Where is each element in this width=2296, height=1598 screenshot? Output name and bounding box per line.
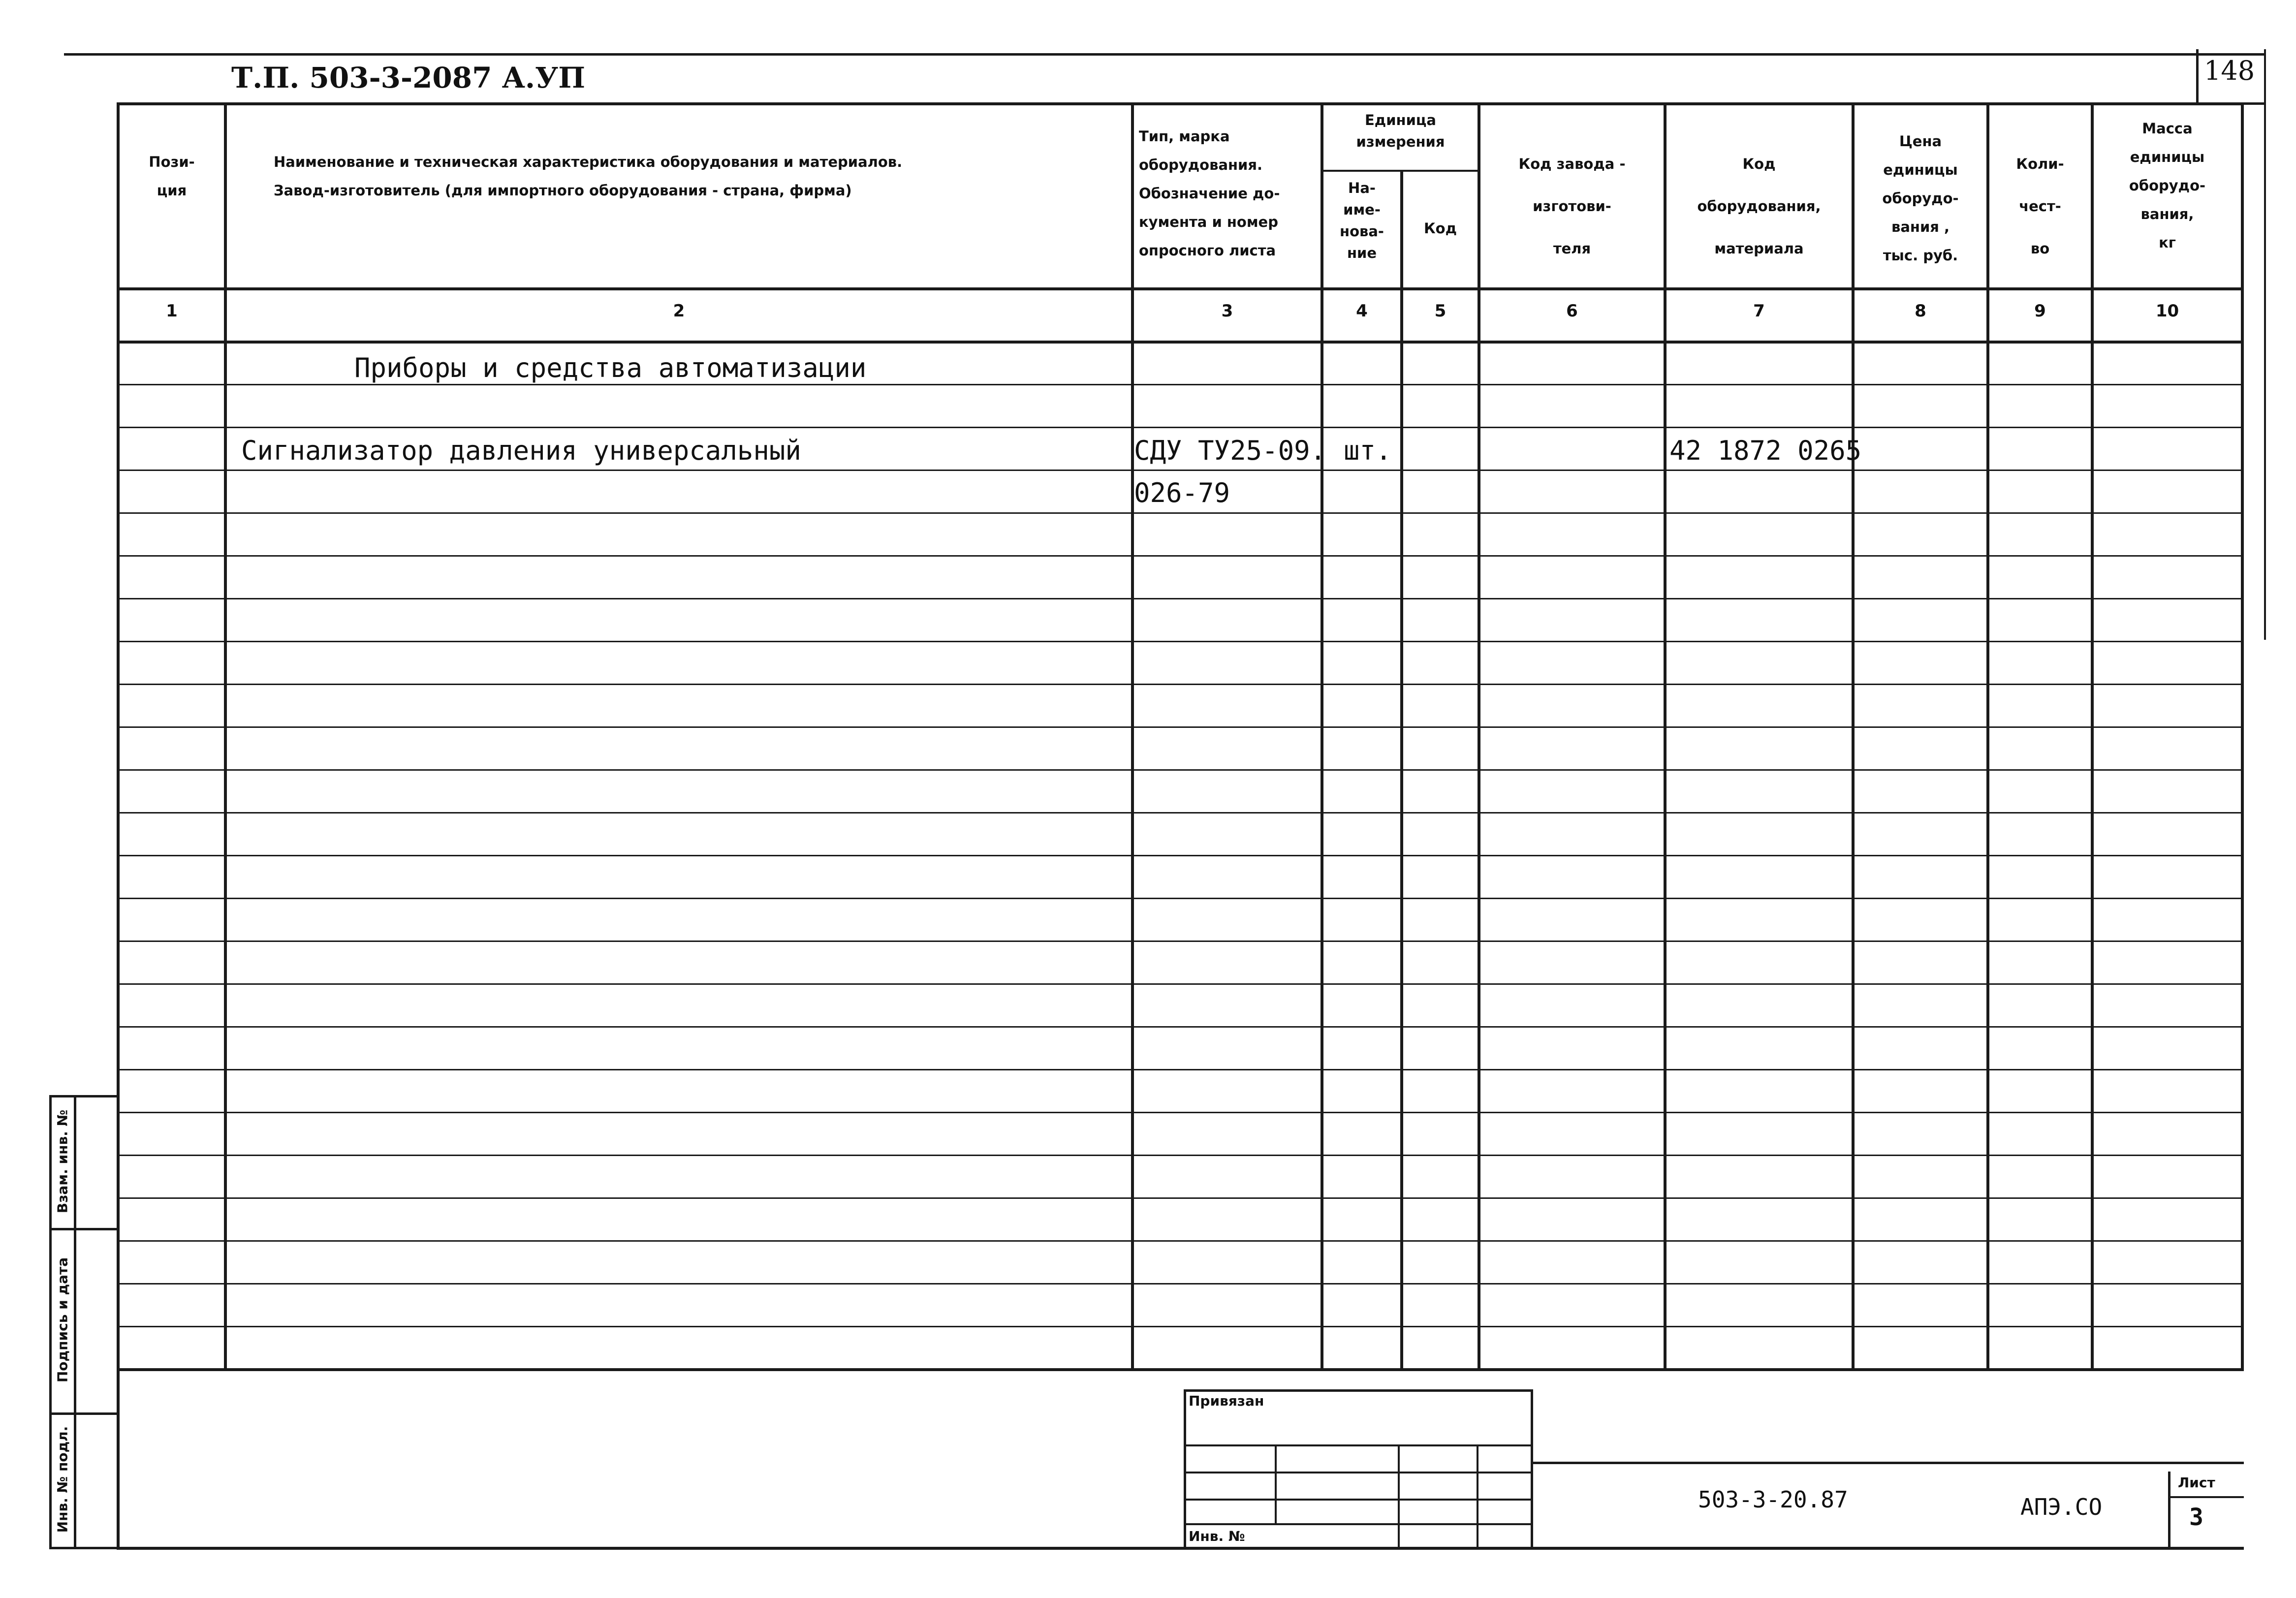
top-rule <box>64 53 2264 56</box>
row-separator <box>117 1112 2244 1113</box>
row-separator <box>117 512 2244 514</box>
col-header-7: Код оборудования, материала <box>1697 156 1821 257</box>
row-separator <box>117 1283 2244 1285</box>
col-num-4: 4 <box>1356 301 1368 321</box>
row-separator <box>117 470 2244 471</box>
item-code: 42 1872 0265 <box>1669 435 1862 466</box>
stamp-podpis: Подпись и дата <box>54 1257 71 1383</box>
col-header-5: Код <box>1423 220 1457 237</box>
privyazan-row-2 <box>1184 1472 1533 1473</box>
frame-bottom <box>117 1547 2244 1550</box>
col-line-7 <box>1852 102 1855 1371</box>
col-header-4: На- име- нова- ние <box>1340 180 1384 261</box>
doc-header: Т.П. 503-3-2087 А.УП <box>231 61 585 94</box>
col-line-9 <box>2091 102 2094 1371</box>
privyazan-left <box>1184 1389 1186 1549</box>
col-header-1: Пози- ция <box>149 154 195 199</box>
row-separator <box>117 898 2244 899</box>
row-separator <box>117 555 2244 557</box>
stamp-sep-2 <box>49 1412 118 1415</box>
row-separator <box>117 726 2244 728</box>
row-separator <box>117 769 2244 771</box>
page-number: 148 <box>2204 55 2255 86</box>
stamp-top <box>49 1095 118 1097</box>
row-separator <box>117 384 2244 385</box>
item-unit: шт. <box>1344 435 1392 466</box>
col-line-8 <box>1986 102 1989 1371</box>
privyazan-col-3 <box>1477 1444 1478 1549</box>
page-box-left <box>2196 49 2199 103</box>
stamp-bottom <box>49 1547 118 1549</box>
privyazan-row-1 <box>1184 1444 1533 1446</box>
privyazan-col-1 <box>1275 1444 1277 1523</box>
col-header-9: Коли- чест- во <box>2016 156 2064 257</box>
unit-group-header: Единица измерения <box>1356 112 1445 150</box>
stamp-mid-line <box>74 1095 76 1549</box>
col-num-8: 8 <box>1915 301 1926 321</box>
inv-no-label: Инв. № <box>1189 1528 1245 1544</box>
row-separator <box>117 598 2244 599</box>
row-separator <box>117 1069 2244 1070</box>
frame-right <box>2241 102 2244 1371</box>
privyazan-col-2 <box>1398 1444 1400 1549</box>
col-line-5 <box>1478 102 1480 1371</box>
row-separator <box>117 812 2244 814</box>
col-num-10: 10 <box>2155 301 2179 321</box>
row-separator <box>117 427 2244 428</box>
row-separator <box>117 940 2244 942</box>
col-num-6: 6 <box>1566 301 1578 321</box>
col-num-3: 3 <box>1221 301 1233 321</box>
sheet-box-divider <box>2168 1496 2244 1498</box>
privyazan-right <box>1531 1389 1533 1549</box>
title-area-top <box>1531 1462 2244 1464</box>
col-line-6 <box>1664 102 1667 1371</box>
right-edge-line <box>2264 49 2266 640</box>
row-separator <box>117 1240 2244 1242</box>
col-header-2: Наименование и техническая характеристика оборудования и материалов. Завод-изготовитель (для импортного оборудования - страна, фирма) <box>274 154 903 199</box>
col-line-2 <box>1131 102 1134 1371</box>
col-num-9: 9 <box>2034 301 2046 321</box>
col-line-3 <box>1321 102 1323 1371</box>
row-separator <box>117 983 2244 985</box>
row-separator <box>117 641 2244 642</box>
col-header-6: Код завода - изготови- теля <box>1518 156 1626 257</box>
privyazan-top <box>1184 1389 1533 1392</box>
col-num-2: 2 <box>673 301 685 321</box>
privyazan-label: Привязан <box>1189 1393 1264 1409</box>
privyazan-row-4 <box>1184 1523 1533 1525</box>
section-title: Приборы и средства автоматизации <box>354 352 867 383</box>
row-separator <box>117 1197 2244 1199</box>
table-top <box>117 102 2244 105</box>
row-separator <box>117 1026 2244 1028</box>
col-num-7: 7 <box>1753 301 1765 321</box>
table-bottom <box>117 1368 2244 1371</box>
col-header-3: Тип, марка оборудования. Обозначение до- кумента и номер опросного листа <box>1139 128 1280 259</box>
doc-code: 503-3-20.87 <box>1698 1486 1848 1513</box>
numbers-bottom <box>117 341 2244 344</box>
header-bottom <box>117 287 2244 290</box>
row-separator <box>117 684 2244 685</box>
col-num-1: 1 <box>166 301 178 321</box>
item-name: Сигнализатор давления универсальный <box>241 435 801 466</box>
col-num-5: 5 <box>1434 301 1447 321</box>
privyazan-row-3 <box>1184 1499 1533 1501</box>
sheet-label: Лист <box>2178 1474 2215 1491</box>
row-separator <box>117 1326 2244 1327</box>
row-separator <box>117 1155 2244 1156</box>
row-separator <box>117 855 2244 856</box>
col-line-1 <box>224 102 227 1371</box>
sheet-value: 3 <box>2189 1504 2203 1531</box>
col-header-10: Масса единицы оборудо- вания, кг <box>2129 120 2206 251</box>
unit-split-line <box>1321 170 1480 172</box>
stamp-sep-1 <box>49 1228 118 1230</box>
doc-mark: АПЭ.СО <box>2020 1494 2103 1520</box>
item-type-line-2: 026-79 <box>1134 477 1230 508</box>
col-header-8: Цена единицы оборудо- вания , тыс. руб. <box>1882 133 1959 264</box>
stamp-left-line <box>49 1095 52 1549</box>
stamp-inv-podl: Инв. № подл. <box>54 1426 71 1533</box>
item-type-line-1: СДУ ТУ25-09. <box>1134 435 1326 466</box>
sheet-box-left <box>2168 1472 2170 1549</box>
stamp-vzam: Взам. инв. № <box>54 1109 71 1214</box>
